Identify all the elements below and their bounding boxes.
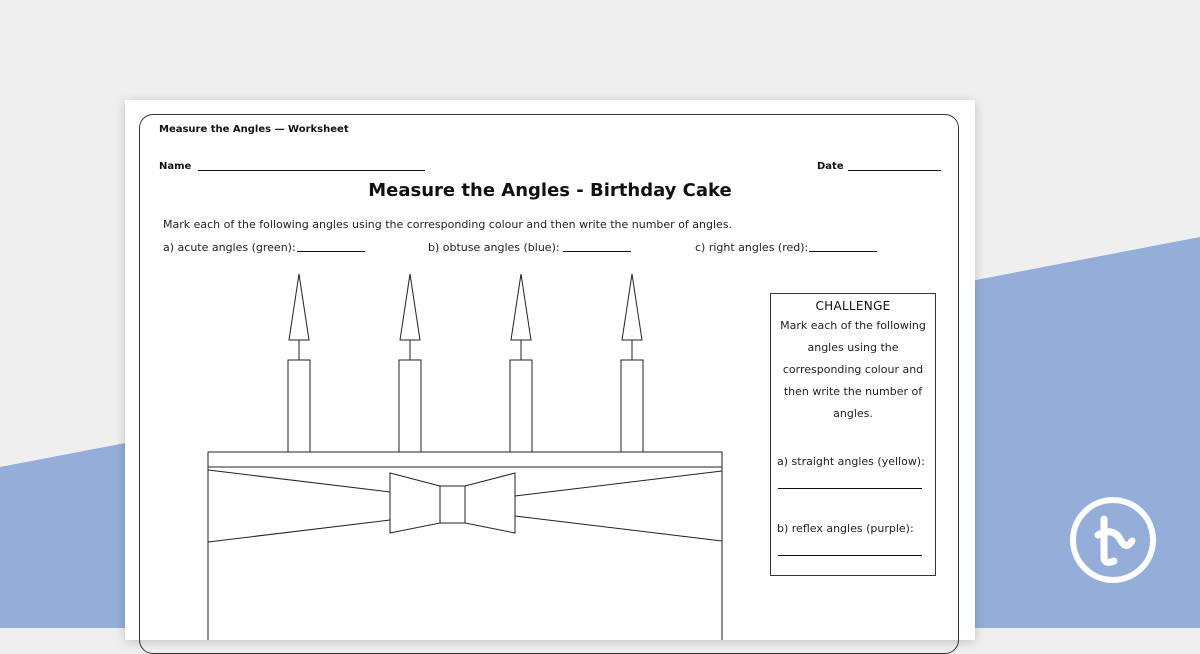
candle-flame — [400, 274, 420, 340]
page-title: Measure the Angles - Birthday Cake — [368, 180, 732, 201]
challenge-question-reflex: b) reflex angles (purple): — [777, 522, 914, 535]
worksheet-header: Measure the Angles — Worksheet — [159, 124, 349, 135]
candle-3 — [510, 274, 532, 452]
challenge-instructions: Mark each of the following angles using the corresponding colour and then write the number of angles. — [780, 319, 926, 420]
instructions-text: Mark each of the following angles using the corresponding colour and then write the number of angles. — [163, 218, 733, 231]
challenge-box — [770, 293, 936, 576]
candle-body — [399, 360, 421, 452]
question-acute: a) acute angles (green): — [163, 241, 296, 254]
teach-starter-logo-icon — [1068, 495, 1158, 585]
challenge-title: CHALLENGE — [815, 299, 891, 313]
candle-flame — [289, 274, 309, 340]
candle-2 — [399, 274, 421, 452]
worksheet-page — [125, 100, 975, 640]
question-right: c) right angles (red): — [695, 241, 809, 254]
name-label: Name — [159, 161, 192, 172]
challenge-answer-line-reflex[interactable] — [778, 555, 922, 556]
candle-4 — [621, 274, 643, 452]
bow-knot — [440, 486, 465, 523]
candle-body — [621, 360, 643, 452]
candle-body — [510, 360, 532, 452]
candle-1 — [288, 274, 310, 452]
candle-flame — [622, 274, 642, 340]
candle-flame — [511, 274, 531, 340]
challenge-question-straight: a) straight angles (yellow): — [777, 455, 925, 468]
candle-body — [288, 360, 310, 452]
date-label: Date — [817, 161, 844, 172]
challenge-answer-line-straight[interactable] — [778, 488, 922, 489]
question-obtuse: b) obtuse angles (blue): — [428, 241, 560, 254]
